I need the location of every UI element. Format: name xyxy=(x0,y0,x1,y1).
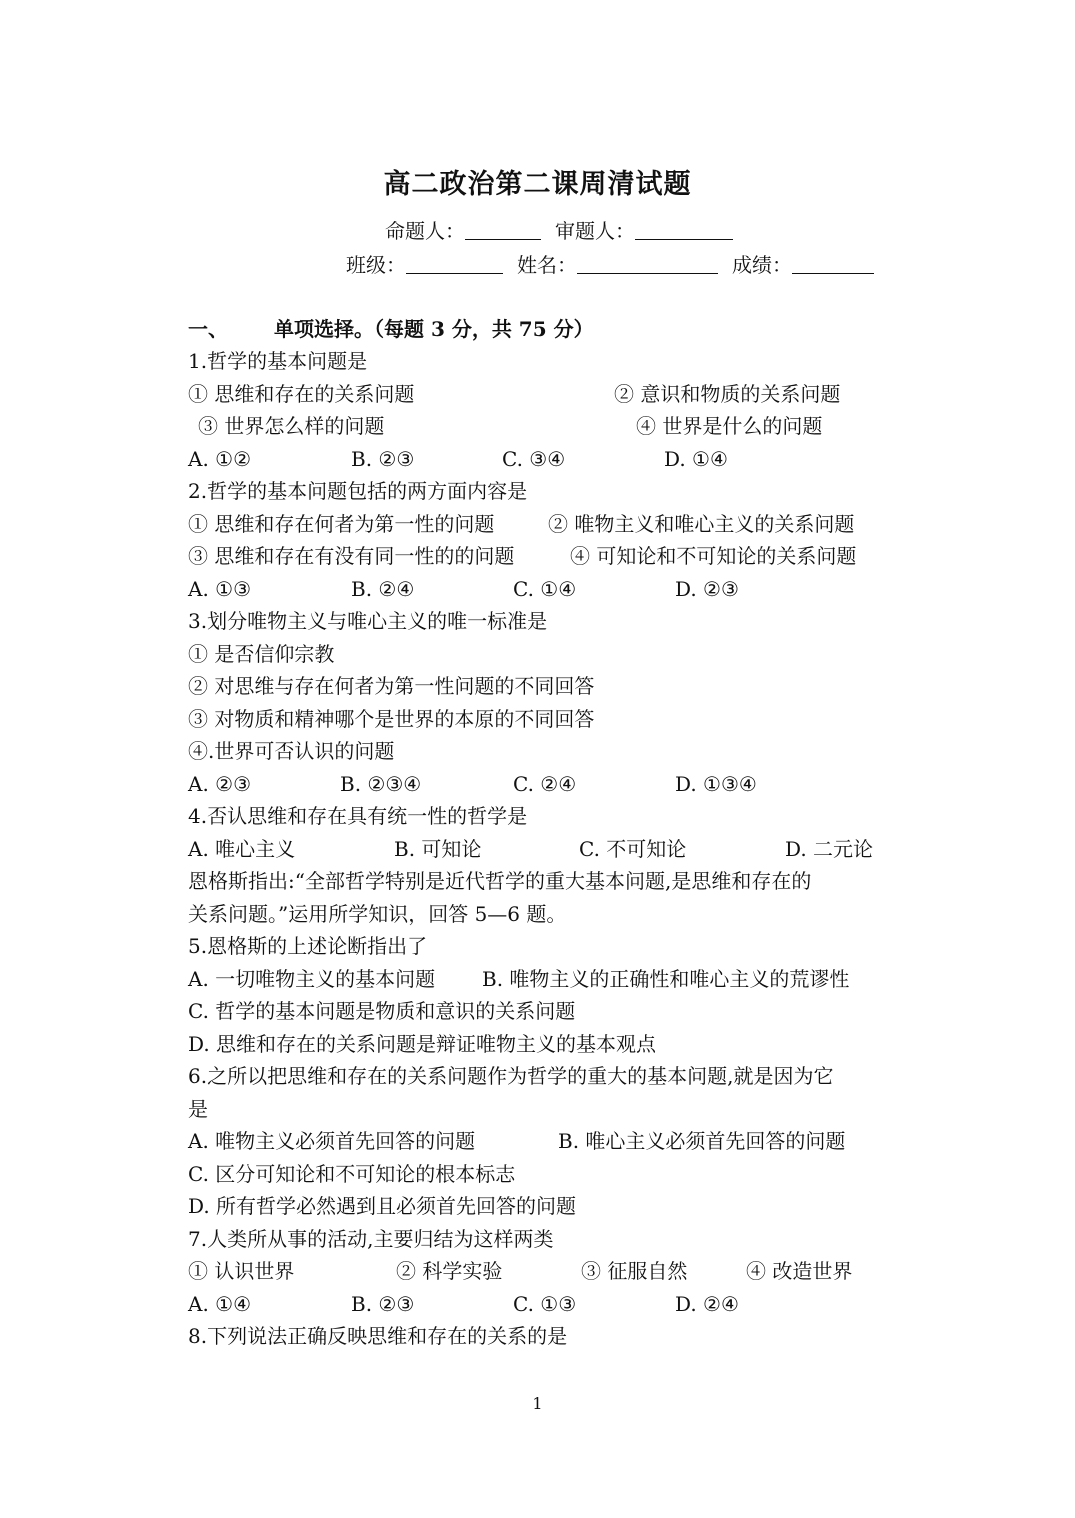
q2-option-d[interactable]: D. ②③ xyxy=(675,577,739,601)
q1-statement-4: ④ 世界是什么的问题 xyxy=(636,414,823,438)
page-title: 高二政治第二课周清试题 xyxy=(383,169,692,200)
q3-statement-3: ③ 对物质和精神哪个是世界的本原的不同回答 xyxy=(188,707,595,731)
q7-statement-3: ③ 征服自然 xyxy=(581,1259,688,1283)
q8-stem: 8.下列说法正确反映思维和存在的关系的是 xyxy=(188,1324,568,1348)
reviewer-field[interactable] xyxy=(635,217,733,240)
q5-option-d[interactable]: D. 思维和存在的关系问题是辩证唯物主义的基本观点 xyxy=(188,1032,657,1056)
q5-option-b[interactable]: B. 唯物主义的正确性和唯心主义的荒谬性 xyxy=(482,967,850,991)
section-title: 单项选择。（每题 3 分，共 75 分） xyxy=(274,317,594,341)
page-number: 1 xyxy=(532,1394,543,1413)
q4-option-b[interactable]: B. 可知论 xyxy=(394,837,482,861)
q6-option-c[interactable]: C. 区分可知论和不可知论的根本标志 xyxy=(188,1162,516,1186)
q5-option-a[interactable]: A. 一切唯物主义的基本问题 xyxy=(188,967,436,991)
q1-statement-2: ② 意识和物质的关系问题 xyxy=(614,382,841,406)
q7-stem: 7.人类所从事的活动,主要归结为这样两类 xyxy=(188,1227,554,1251)
name-field[interactable] xyxy=(577,251,718,274)
q7-statement-1: ① 认识世界 xyxy=(188,1259,295,1283)
q3-statement-1: ① 是否信仰宗教 xyxy=(188,642,335,666)
q1-statement-1: ① 思维和存在的关系问题 xyxy=(188,382,415,406)
q2-option-b[interactable]: B. ②④ xyxy=(351,577,415,601)
class-label: 班级： xyxy=(346,253,406,277)
material-line-2: 关系问题。”运用所学知识，回答 5—6 题。 xyxy=(188,902,567,926)
q7-option-a[interactable]: A. ①④ xyxy=(188,1292,252,1316)
q1-option-c[interactable]: C. ③④ xyxy=(502,447,566,471)
material-line-1: 恩格斯指出:“全部哲学特别是近代哲学的重大基本问题,是思维和存在的 xyxy=(188,869,812,893)
class-field[interactable] xyxy=(406,251,503,274)
q2-option-c[interactable]: C. ①④ xyxy=(513,577,577,601)
q1-option-b[interactable]: B. ②③ xyxy=(351,447,415,471)
section-heading xyxy=(188,313,594,345)
q7-statement-4: ④ 改造世界 xyxy=(746,1259,853,1283)
student-info-row xyxy=(346,249,874,281)
q4-option-a[interactable]: A. 唯心主义 xyxy=(188,837,296,861)
q1-option-a[interactable]: A. ①② xyxy=(188,447,252,471)
q3-option-b[interactable]: B. ②③④ xyxy=(340,772,422,796)
q7-statement-2: ② 科学实验 xyxy=(396,1259,503,1283)
q6-stem-line-2: 是 xyxy=(188,1097,208,1121)
q2-statement-1: ① 思维和存在何者为第一性的问题 xyxy=(188,512,495,536)
q5-option-c[interactable]: C. 哲学的基本问题是物质和意识的关系问题 xyxy=(188,999,576,1023)
q3-option-c[interactable]: C. ②④ xyxy=(513,772,577,796)
q7-option-b[interactable]: B. ②③ xyxy=(351,1292,415,1316)
q6-option-b[interactable]: B. 唯心主义必须首先回答的问题 xyxy=(558,1129,846,1153)
q3-stem: 3.划分唯物主义与唯心主义的唯一标准是 xyxy=(188,609,548,633)
score-field[interactable] xyxy=(792,251,874,274)
score-label: 成绩： xyxy=(732,253,792,277)
q3-statement-4: ④.世界可否认识的问题 xyxy=(188,739,395,763)
q3-statement-2: ② 对思维与存在何者为第一性问题的不同回答 xyxy=(188,674,595,698)
q2-stem: 2.哲学的基本问题包括的两方面内容是 xyxy=(188,479,528,503)
q4-option-c[interactable]: C. 不可知论 xyxy=(579,837,687,861)
name-label: 姓名： xyxy=(517,253,577,277)
q2-statement-4: ④ 可知论和不可知论的关系问题 xyxy=(570,544,857,568)
q6-option-a[interactable]: A. 唯物主义必须首先回答的问题 xyxy=(188,1129,476,1153)
q7-option-d[interactable]: D. ②④ xyxy=(675,1292,739,1316)
q6-stem-line-1: 6.之所以把思维和存在的关系问题作为哲学的重大的基本问题,就是因为它 xyxy=(188,1064,834,1088)
q6-option-d[interactable]: D. 所有哲学必然遇到且必须首先回答的问题 xyxy=(188,1194,577,1218)
q7-option-c[interactable]: C. ①③ xyxy=(513,1292,577,1316)
q4-stem: 4.否认思维和存在具有统一性的哲学是 xyxy=(188,804,528,828)
q1-stem: 1.哲学的基本问题是 xyxy=(188,349,368,373)
section-number: 一、 xyxy=(188,317,228,341)
author-label: 命题人： xyxy=(385,219,465,243)
q4-option-d[interactable]: D. 二元论 xyxy=(785,837,874,861)
q5-stem: 5.恩格斯的上述论断指出了 xyxy=(188,934,428,958)
author-field[interactable] xyxy=(465,217,541,240)
q1-statement-3: ③ 世界怎么样的问题 xyxy=(198,414,385,438)
author-reviewer-row xyxy=(385,215,733,247)
q2-statement-3: ③ 思维和存在有没有同一性的的问题 xyxy=(188,544,515,568)
q3-option-d[interactable]: D. ①③④ xyxy=(675,772,757,796)
q3-option-a[interactable]: A. ②③ xyxy=(188,772,252,796)
q1-option-d[interactable]: D. ①④ xyxy=(664,447,728,471)
q2-option-a[interactable]: A. ①③ xyxy=(188,577,252,601)
q2-statement-2: ② 唯物主义和唯心主义的关系问题 xyxy=(548,512,855,536)
reviewer-label: 审题人： xyxy=(555,219,635,243)
